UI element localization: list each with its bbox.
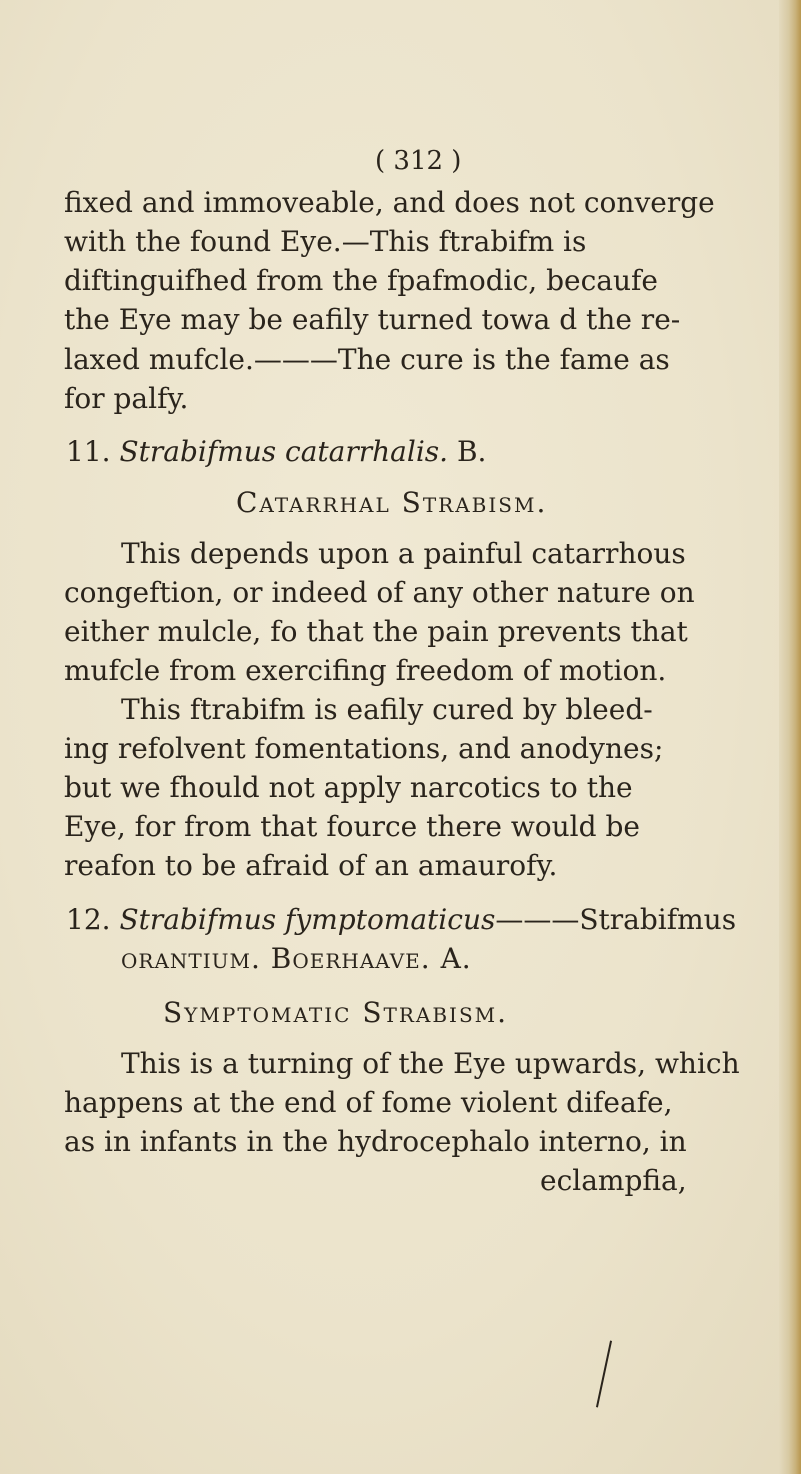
text-line: reafon to be afraid of an amaurofy. (64, 849, 558, 882)
text-line: fixed and immoveable, and does not converge (64, 186, 715, 219)
text-line: mufcle from exercifing freedom of motion. (64, 654, 667, 687)
text-line: This ftrabifm is eafily cured by bleed- (121, 693, 653, 726)
page-number: ( 312 ) (375, 146, 462, 176)
section-number: 12. (66, 903, 111, 936)
text-line: eclampfia, (540, 1164, 687, 1197)
text-line: This is a turning of the Eye upwards, which (121, 1047, 740, 1080)
latin-name: Strabifmus catarrhalis. (119, 435, 449, 468)
text-line: diftinguifhed from the fpafmodic, becaufe (64, 264, 658, 297)
text-line: laxed mufcle.———The cure is the fame as (64, 343, 670, 376)
page-edge-shadow (779, 0, 801, 1474)
text-line: but we fhould not apply narcotics to the (64, 771, 633, 804)
text-line: Eye, for from that fource there would be (64, 810, 640, 843)
section-heading: Symptomatic Strabism. (163, 996, 509, 1029)
text-line: orantium. Boerhaave. A. (121, 942, 472, 975)
grade-letter: B. (456, 435, 487, 468)
text-line: This depends upon a painful catarrhous (121, 537, 686, 570)
section-11-entry (66, 432, 486, 471)
text-line: ing refolvent fomentations, and anodynes; (64, 732, 664, 765)
text-line: happens at the end of fome violent difeafe, (64, 1086, 673, 1119)
section-12-entry (66, 900, 736, 939)
text-line: as in infants in the hydrocephalo interno, in (64, 1125, 687, 1158)
text-line: either mulcle, fo that the pain prevents that (64, 615, 688, 648)
text-line: with the found Eye.—This ftrabifm is (64, 225, 587, 258)
text-line: the Eye may be eafily turned towa d the re- (64, 303, 681, 336)
latin-name: Strabifmus fymptomaticus (119, 903, 496, 936)
section-heading: Catarrhal Strabism. (236, 486, 548, 519)
section-number: 11. (66, 435, 111, 468)
text-line: congeftion, or indeed of any other nature on (64, 576, 695, 609)
text-line: for palfy. (64, 382, 189, 415)
latin-name-cont: ———Strabifmus (495, 903, 737, 936)
